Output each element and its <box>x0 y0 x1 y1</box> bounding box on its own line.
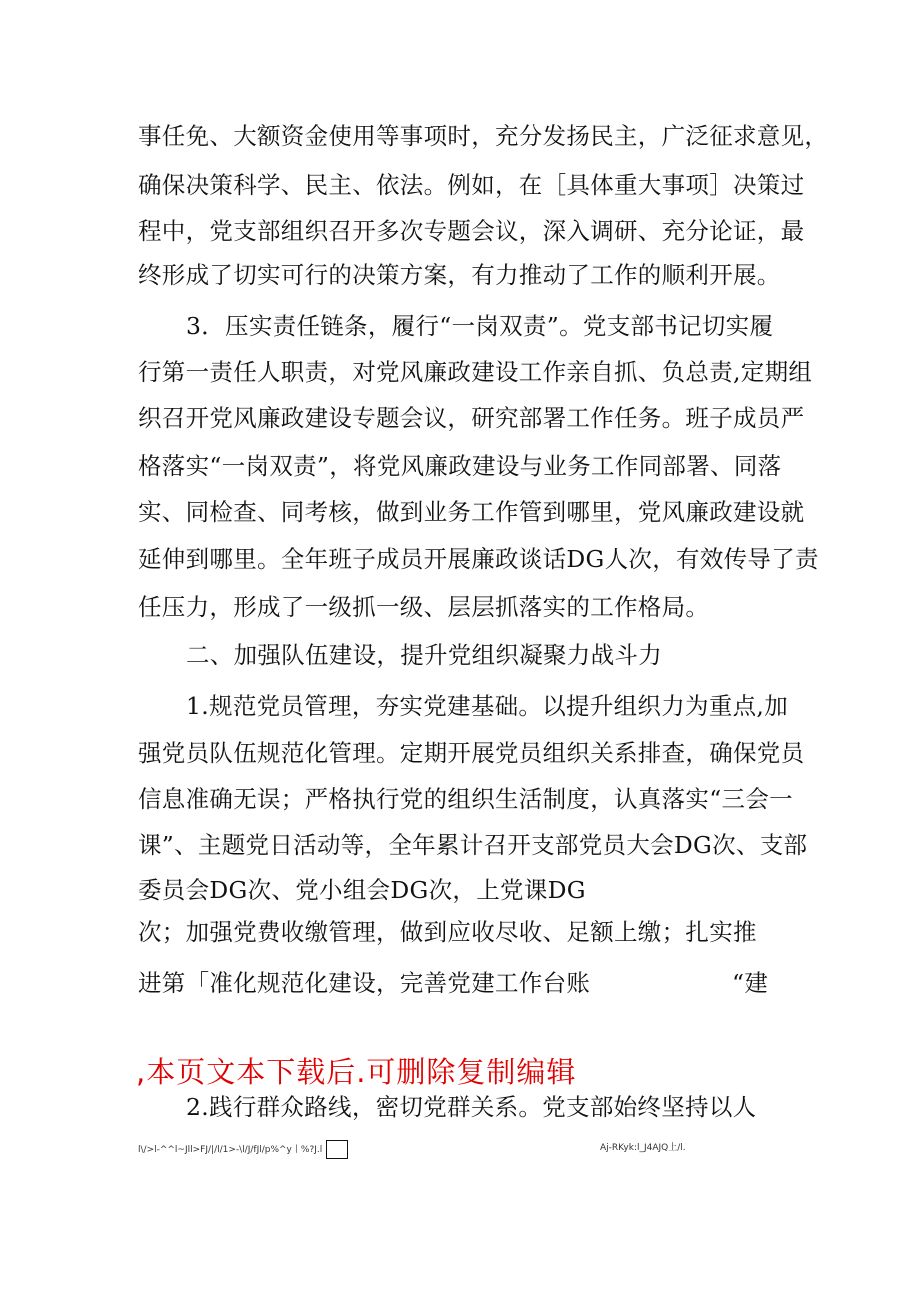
paragraph-line: 实、同检查、同考核，做到业务工作管到哪里，党风廉政建设就 <box>138 498 805 526</box>
footer-right: Aj-RKyk:l_J4AJQ上/l. <box>600 1143 686 1153</box>
subsection-heading-2: 2.践行群众路线，密切党群关系。党支部始终坚持以人 <box>186 1093 757 1121</box>
paragraph-line: 织召开党风廉政建设专题会议，研究部署工作任务。班子成员严 <box>138 404 805 432</box>
paragraph-line: 信息准确无误；严格执行党的组织生活制度，认真落实“三会一 <box>138 785 793 813</box>
paragraph-line: 事任免、大额资金使用等事项时，充分发扬民主，广泛征求意见， <box>138 122 829 150</box>
paragraph-line: 终形成了切实可行的决策方案，有力推动了工作的顺利开展。 <box>138 261 781 289</box>
paragraph-line: 委员会DG次、党小组会DG次，上党课DG <box>138 876 586 904</box>
paragraph-line: 行第一责任人职责，对党风廉政建设工作亲自抓、负总责,定期组 <box>138 358 813 386</box>
paragraph-line-fragment: “建 <box>732 969 769 997</box>
download-watermark-text: ,本页文本下载后.可删除复制编辑 <box>136 1055 577 1089</box>
paragraph-line: 次；加强党费收缴管理，做到应收尽收、足额上缴；扎实推 <box>138 918 757 946</box>
subsection-heading-1: 1.规范党员管理，夯实党建基础。以提升组织力为重点,加 <box>186 692 788 720</box>
paragraph-line: 强党员队伍规范化管理。定期开展党员组织关系排查，确保党员 <box>138 739 805 767</box>
paragraph-line: 课”、主题党日活动等，全年累计召开支部党员大会DG次、支部 <box>138 831 808 859</box>
paragraph-line: 格落实“一岗双责”，将党风廉政建设与业务工作同部署、同落 <box>138 452 782 480</box>
footer-left <box>138 1140 348 1159</box>
paragraph-line: 延伸到哪里。全年班子成员开展廉政谈话DG人次，有效传导了责 <box>138 545 819 573</box>
paragraph-line: 任压力，形成了一级抓一级、层层抓落实的工作格局。 <box>138 593 710 621</box>
section-heading-2: 二、加强队伍建设，提升党组织凝聚力战斗力 <box>186 641 662 669</box>
paragraph-line: 确保决策科学、民主、依法。例如，在［具体重大事项］决策过 <box>138 171 805 199</box>
paragraph-line: 进第「准化规范化建设，完善党建工作台账 <box>138 969 591 997</box>
checkbox-icon <box>326 1140 348 1159</box>
paragraph-line: 程中，党支部组织召开多次专题会议，深入调研、充分论证，最 <box>138 217 805 245</box>
footer-left-text: l\/>l-^^l~Jll>FJ/|/l/1>-\l/J/fJl/p%^y丨%?J.l <box>138 1145 323 1155</box>
section-heading-3: 3．压实责任链条，履行“一岗双责”。党支部书记切实履 <box>186 312 774 340</box>
